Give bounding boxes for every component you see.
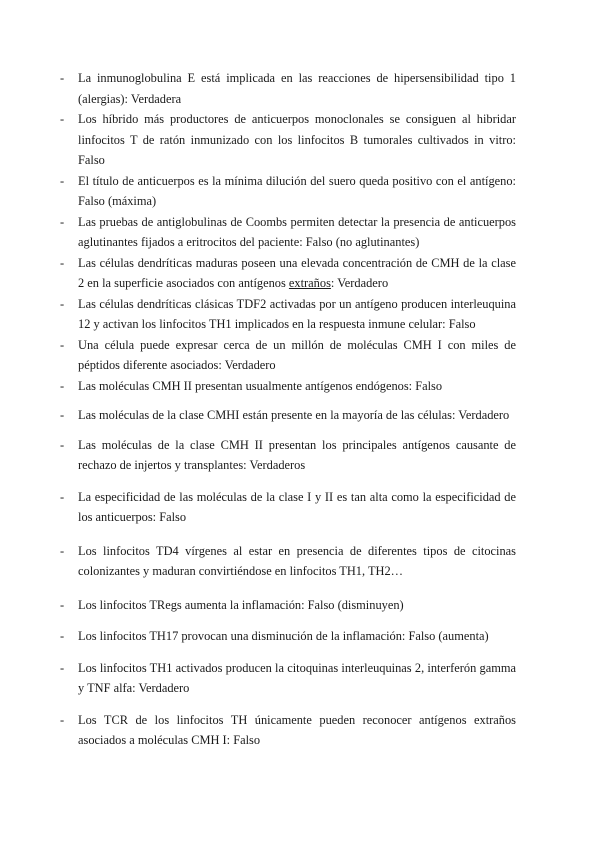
statement-text: Una célula puede expresar cerca de un millón de moléculas CMH I con miles de péptidos diferente asociados: Verdadero	[78, 337, 516, 372]
statement-text: Las moléculas de la clase CMH II presentan los principales antígenos causante de rechazo de injertos y transplantes: Verdaderos	[78, 437, 516, 472]
statement-list	[60, 68, 516, 751]
statement-text-before: Las células dendríticas maduras poseen una elevada concentración de CMH de la clase 2 en la superficie asociados con antígenos	[78, 255, 516, 290]
list-bullet: -	[60, 112, 65, 126]
list-bullet: -	[60, 597, 65, 612]
list-bullet: -	[60, 408, 65, 422]
list-bullet: -	[60, 337, 65, 352]
list-bullet: -	[60, 660, 65, 675]
list-item	[60, 487, 516, 528]
statement-text: Las moléculas CMH II presentan usualmente antígenos endógenos: Falso	[78, 378, 443, 393]
list-item	[60, 376, 516, 397]
list-item	[60, 658, 516, 699]
list-bullet: -	[60, 255, 65, 270]
statement-text-after: : Verdadero	[330, 276, 389, 290]
statement-text: Las moléculas de la clase CMHI están presente en la mayoría de las células: Verdadero	[78, 408, 510, 422]
list-item	[60, 435, 516, 476]
list-bullet: -	[60, 173, 65, 188]
list-item	[60, 253, 516, 294]
list-item	[60, 68, 516, 109]
statement-text: La especificidad de las moléculas de la clase I y II es tan alta como la especificidad de los anticuerpos: Falso	[78, 489, 516, 524]
statement-text: Los TCR de los linfocitos TH únicamente pueden reconocer antígenos extraños asociados a moléculas CMH I: Falso	[78, 712, 516, 747]
statement-text: Los híbrido más productores de anticuerpos monoclonales se consiguen al hibridar linfocitos T de ratón inmunizado con los linfocitos B tumorales cultivados in vitro: Falso	[78, 112, 516, 167]
list-item	[60, 171, 516, 212]
list-item	[60, 405, 516, 426]
statement-text: Los linfocitos TRegs aumenta la inflamación: Falso (disminuyen)	[78, 597, 404, 612]
list-bullet: -	[60, 214, 65, 229]
list-bullet: -	[60, 437, 65, 452]
statement-text: El título de anticuerpos es la mínima dilución del suero queda positivo con el antígeno: Falso (máxima)	[78, 173, 516, 208]
statement-text: Las pruebas de antiglobulinas de Coombs permiten detectar la presencia de anticuerpos aglutinantes fijados a eritrocitos del paciente: Falso (no aglutinantes)	[78, 214, 516, 249]
statement-text: La inmunoglobulina E está implicada en las reacciones de hipersensibilidad tipo 1 (alergias): Verdadera	[78, 71, 516, 106]
list-bullet: -	[60, 71, 65, 85]
list-item	[60, 294, 516, 335]
statement-text	[78, 256, 516, 291]
statement-text: Los linfocitos TD4 vírgenes al estar en presencia de diferentes tipos de citocinas colonizantes y maduran convirtiéndose en linfocitos TH1, TH2…	[78, 543, 516, 578]
statement-text: Los linfocitos TH1 activados producen la citoquinas interleuquinas 2, interferón gamma y TNF alfa: Verdadero	[78, 660, 516, 695]
underlined-word: extraños	[288, 276, 331, 290]
list-bullet: -	[60, 489, 65, 504]
list-item	[60, 595, 516, 616]
statement-text: Las células dendríticas clásicas TDF2 activadas por un antígeno producen interleuquina 12 y activan los linfocitos TH1 implicados en la respuesta inmune celular: Falso	[78, 296, 516, 331]
list-bullet: -	[60, 712, 65, 727]
list-bullet: -	[60, 629, 65, 643]
list-item	[60, 335, 516, 376]
list-item	[60, 109, 516, 171]
statement-text: Los linfocitos TH17 provocan una disminución de la inflamación: Falso (aumenta)	[78, 629, 489, 643]
list-item	[60, 212, 516, 253]
list-bullet: -	[60, 378, 65, 393]
list-item	[60, 710, 516, 751]
list-item	[60, 626, 516, 647]
list-bullet: -	[60, 296, 65, 311]
list-item	[60, 541, 516, 582]
list-bullet: -	[60, 543, 65, 558]
